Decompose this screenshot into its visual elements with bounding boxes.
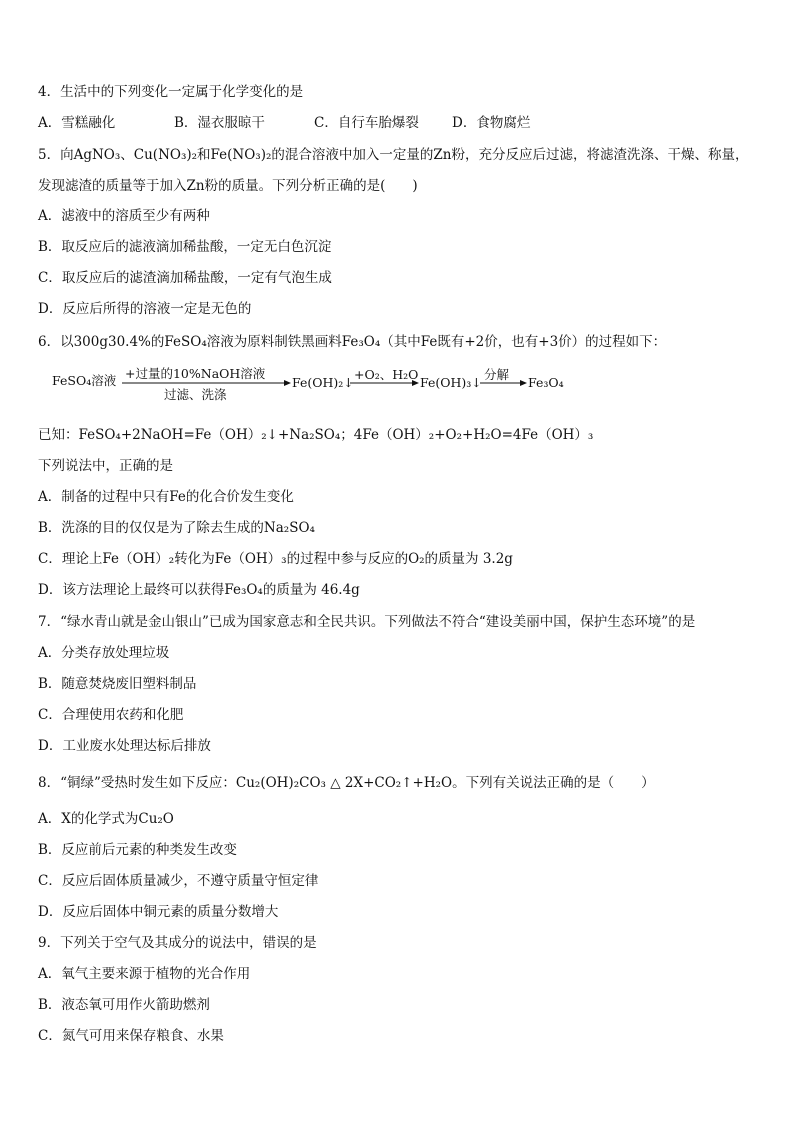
q6-stem: 6．以300g30.4%的FeSO₄溶液为原料制铁黑画料Fe₃O₄（其中Fe既有+2价，也有+3价）的过程如下：	[38, 334, 667, 350]
q5-stem-line2: 发现滤渣的质量等于加入Zn粉的质量。下列分析正确的是( )	[38, 178, 418, 194]
q4-stem: 4．生活中的下列变化一定属于化学变化的是	[38, 84, 304, 100]
q8-option-d: D．反应后固体中铜元素的质量分数增大	[38, 904, 279, 920]
q7-option-d: D．工业废水处理达标后排放	[38, 738, 211, 754]
flow-arrowhead-3	[520, 380, 527, 386]
q8-stem: 8．“铜绿”受热时发生如下反应：Cu₂(OH)₂CO₃ △ 2X+CO₂↑+H₂O。下列有关说法正确的是（ ）	[38, 775, 655, 791]
q4-option-b: B．湿衣服晾干	[174, 115, 265, 131]
flow-step1-operation: 过滤、洗涤	[164, 387, 227, 402]
q6-option-b: B．洗涤的目的仅仅是为了除去生成的Na₂SO₄	[38, 520, 315, 536]
q8-option-b: B．反应前后元素的种类发生改变	[38, 842, 237, 858]
q5-option-c: C．取反应后的滤渣滴加稀盐酸，一定有气泡生成	[38, 270, 332, 286]
flow-intermediate-1: Fe(OH)₂↓	[292, 375, 354, 390]
q9-option-c: C．氮气可用来保存粮食、水果	[38, 1028, 224, 1044]
flow-intermediate-2: Fe(OH)₃↓	[420, 375, 482, 390]
q8-option-a: A．X的化学式为Cu₂O	[38, 811, 174, 827]
q7-option-b: B．随意焚烧废旧塑料制品	[38, 676, 197, 692]
q6-prompt: 下列说法中，正确的是	[38, 458, 173, 474]
flow-step1-condition: +过量的10%NaOH溶液	[125, 366, 266, 381]
q5-option-b: B．取反应后的滤液滴加稀盐酸，一定无白色沉淀	[38, 239, 332, 255]
q6-process-flow-diagram	[52, 363, 572, 403]
q4-option-d: D．食物腐烂	[452, 115, 531, 131]
flow-end: Fe₃O₄	[528, 375, 564, 390]
q6-known-equations: 已知：FeSO₄+2NaOH=Fe（OH）₂↓+Na₂SO₄；4Fe（OH）₂+O₂+H₂O=4Fe（OH）₃	[38, 427, 594, 443]
q5-stem-line1: 5．向AgNO₃、Cu(NO₃)₂和Fe(NO₃)₂的混合溶液中加入一定量的Zn粉，充分反应后过滤，将滤渣洗涤、干燥、称量，	[38, 147, 749, 163]
q4-option-c: C．自行车胎爆裂	[314, 115, 419, 131]
q9-option-a: A．氧气主要来源于植物的光合作用	[38, 966, 251, 982]
q9-stem: 9．下列关于空气及其成分的说法中，错误的是	[38, 935, 317, 951]
flow-step3-condition: 分解	[484, 367, 510, 382]
q7-option-c: C．合理使用农药和化肥	[38, 707, 184, 723]
q8-option-c: C．反应后固体质量减少，不遵守质量守恒定律	[38, 873, 319, 889]
flow-arrowhead-1	[284, 380, 291, 386]
q6-option-d: D．该方法理论上最终可以获得Fe₃O₄的质量为 46.4g	[38, 582, 360, 598]
q6-option-c: C．理论上Fe（OH）₂转化为Fe（OH）₃的过程中参与反应的O₂的质量为 3.2g	[38, 551, 513, 567]
q9-option-b: B．液态氧可用作火箭助燃剂	[38, 997, 210, 1013]
q4-option-a: A．雪糕融化	[38, 115, 116, 131]
flow-step2-condition: +O₂、H₂O	[354, 367, 419, 382]
q5-option-a: A．滤液中的溶质至少有两种	[38, 208, 210, 224]
flow-start: FeSO₄溶液	[52, 373, 117, 388]
q7-stem: 7．“绿水青山就是金山银山”已成为国家意志和全民共识。下列做法不符合“建设美丽中国，保护生态环境”的是	[38, 614, 696, 630]
q6-option-a: A．制备的过程中只有Fe的化合价发生变化	[38, 489, 294, 505]
q4-options	[38, 113, 758, 133]
q5-option-d: D．反应后所得的溶液一定是无色的	[38, 301, 252, 317]
q7-option-a: A．分类存放处理垃圾	[38, 645, 170, 661]
